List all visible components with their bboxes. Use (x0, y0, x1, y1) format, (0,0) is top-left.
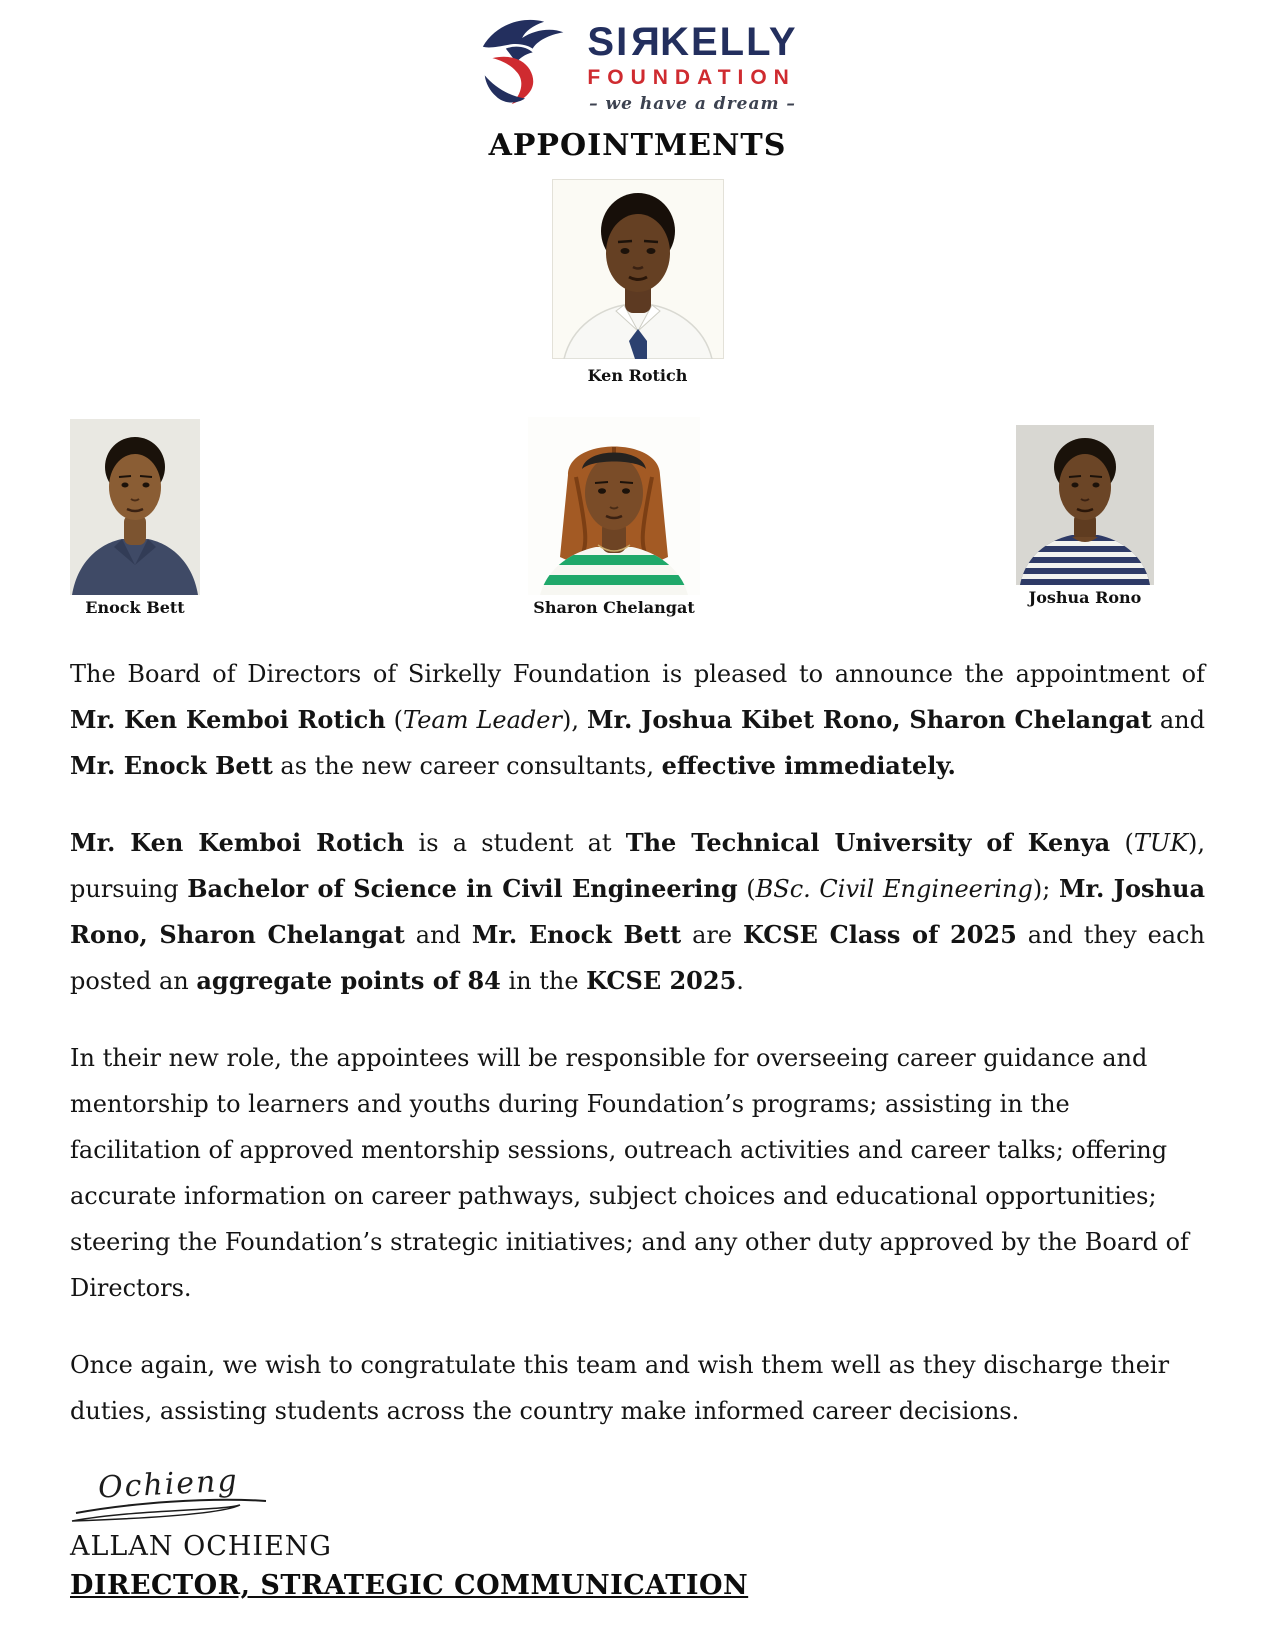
handwritten-signature (70, 1465, 370, 1527)
photo-caption: Enock Bett (85, 598, 185, 617)
foundation-logo (0, 0, 1275, 114)
brand-tagline: – we have a dream – (589, 94, 796, 114)
photo-caption: Sharon Chelangat (533, 598, 695, 617)
bird-logo-icon (477, 16, 573, 108)
sharon-chelangat-portrait-image (528, 417, 700, 595)
signatory-name: ALLAN OCHIENG (70, 1531, 332, 1562)
photo-enock-bett (70, 419, 200, 617)
photo-sharon-chelangat (528, 417, 700, 617)
brand-subtitle: FOUNDATION (587, 66, 796, 89)
mirrored-r-glyph: R (629, 20, 661, 64)
paragraph-congratulations: Once again, we wish to congratulate this team and wish them well as they discharge their duties, assisting students across the country make informed career decisions. (70, 1351, 1170, 1425)
signature-scribble-text: Ochieng (97, 1463, 240, 1506)
brand-name: SIRKELLY (587, 20, 798, 64)
appointees-photo-row (0, 417, 1275, 631)
page-title: APPOINTMENTS (488, 128, 787, 163)
paragraph-announcement: The Board of Directors of Sirkelly Foundation is pleased to announce the appointment of Mr. Ken Kemboi Rotich (Team Leader), Mr. Joshua Kibet Rono, Sharon Chelangat and Mr. Enock Bett as the new career consultants, effective immediately. (70, 660, 1205, 780)
signatory-title: DIRECTOR, STRATEGIC COMMUNICATION (70, 1570, 749, 1601)
letter-body (70, 651, 1205, 1434)
joshua-rono-portrait-image (1016, 425, 1154, 585)
photo-ken-rotich (552, 179, 724, 385)
signature-block (70, 1465, 1205, 1601)
photo-caption: Joshua Rono (1028, 588, 1142, 607)
enock-bett-portrait-image (70, 419, 200, 595)
signature-flourish-icon (70, 1465, 300, 1527)
photo-caption: Ken Rotich (587, 366, 688, 385)
ken-rotich-portrait-image (552, 179, 724, 359)
paragraph-responsibilities: In their new role, the appointees will be responsible for overseeing career guidance and mentorship to learners and youths during Foundation’s programs; assisting in the facilitation of approved mentorship sessions, outreach activities and career talks; offering accurate information on career pathways, subject choices and educational opportunities; steering the Foundation’s strategic initiatives; and any other duty approved by the Board of Directors. (70, 1044, 1189, 1302)
logo-text (587, 16, 797, 114)
photo-joshua-rono (1016, 425, 1154, 607)
paragraph-credentials: Mr. Ken Kemboi Rotich is a student at The Technical University of Kenya (TUK), pursuing Bachelor of Science in Civil Engineering (BSc. Civil Engineering); Mr. Joshua Rono, Sharon Chelangat and Mr. Enock Bett are KCSE Class of 2025 and they each posted an aggregate points of 84 in the KCSE 2025. (70, 828, 1206, 995)
